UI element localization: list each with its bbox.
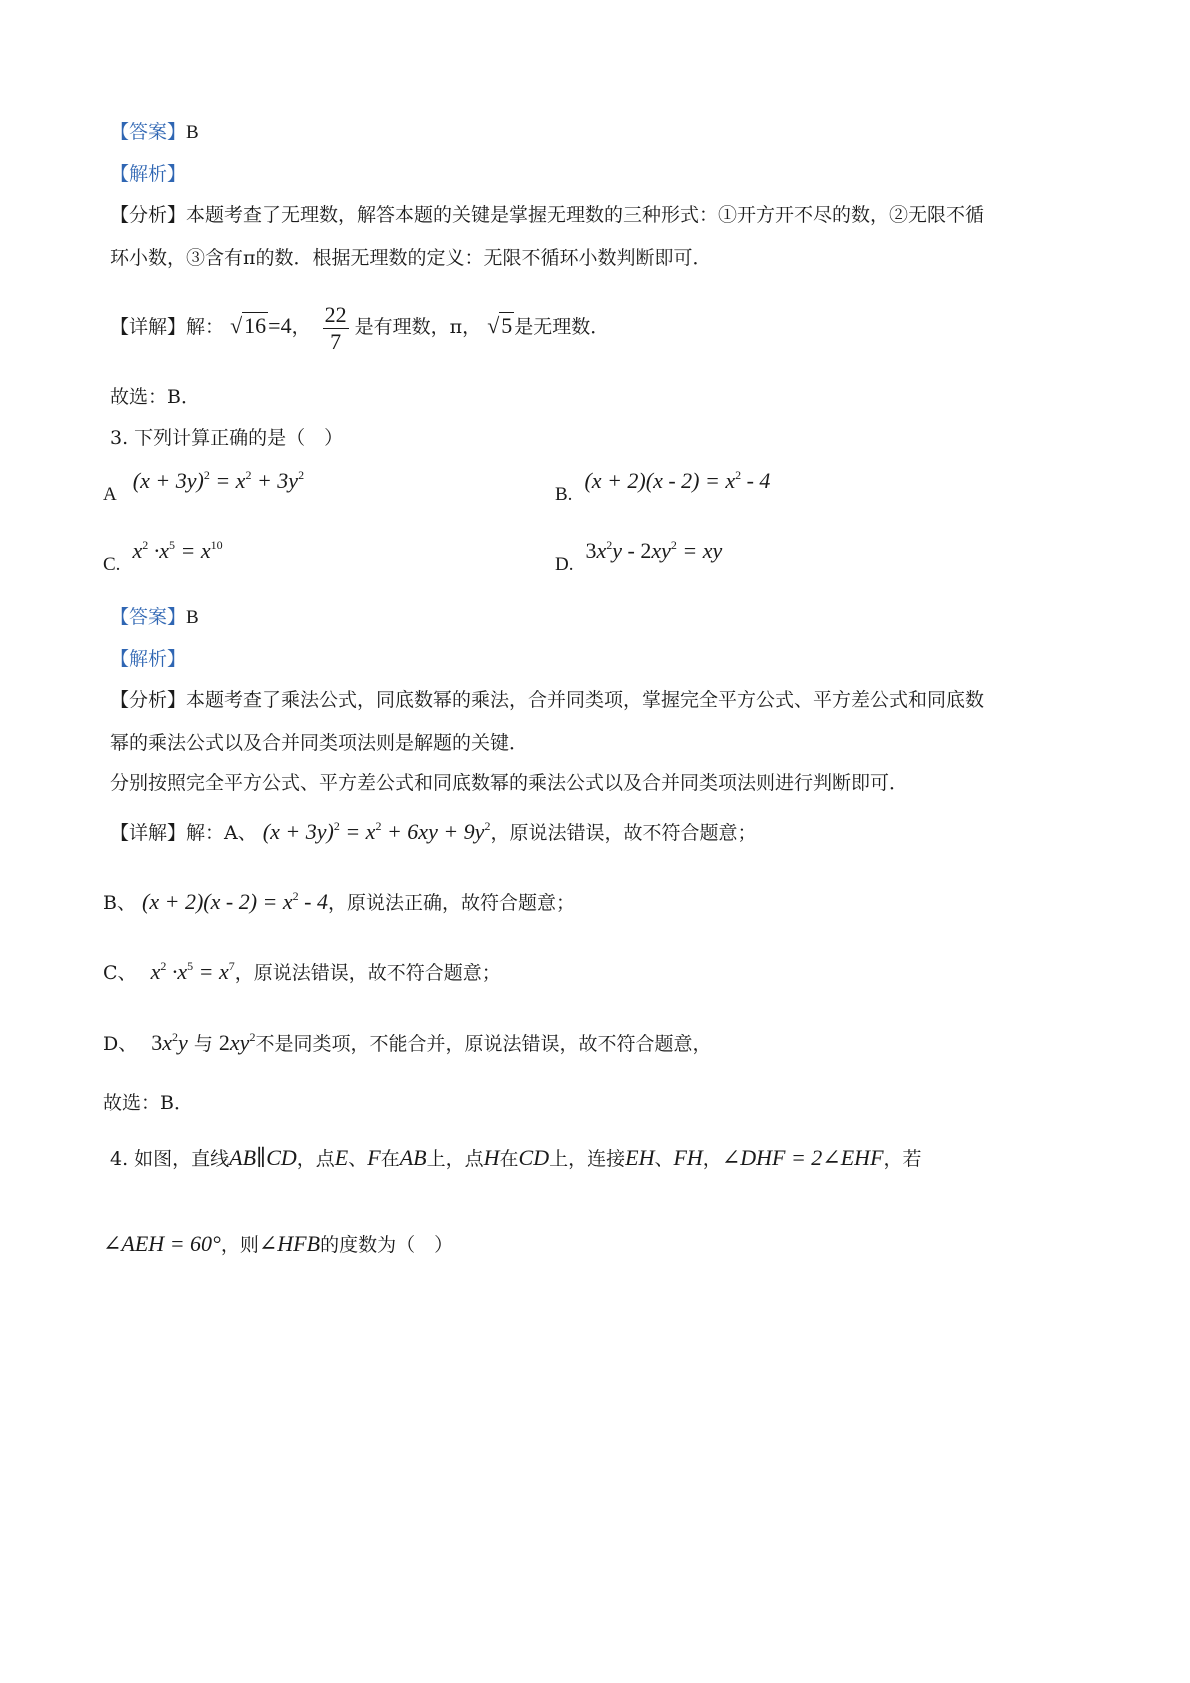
q3-fenxi-line1: 【分析】本题考查了乘法公式，同底数幂的乘法，合并同类项，掌握完全平方公式、平方差公式和同底数 bbox=[110, 689, 985, 711]
q3-option-b: B. $(x + 2)(x - 2) = x^2 - 4$ bbox=[555, 468, 771, 505]
answer-tag: 【答案】 bbox=[110, 121, 187, 143]
q2-fenxi-line2: 环小数，③含有π的数．根据无理数的定义：无限不循环小数判断即可． bbox=[110, 247, 712, 269]
q3-jiexi: 【解析】 bbox=[110, 648, 187, 670]
angle-aeh: ∠AEH = 60° bbox=[103, 1231, 221, 1256]
q3-xiangjie-d: D、 $3x^2y$ 与 $2xy^2$不是同类项，不能合并，原说法错误，故不符合题意， bbox=[103, 1030, 712, 1055]
q4-stem-line1: 4. 如图，直线AB∥CD，点E、F在AB上，点H在CD上，连接EH、FH，∠DHF = 2∠EHF，若 bbox=[110, 1145, 922, 1170]
fenxi-text: 本题考查了无理数，解答本题的关键是掌握无理数的三种形式：①开方开不尽的数，②无限不循 bbox=[186, 204, 985, 226]
expr-c: $x^2 \cdot x^5 = x^7$ bbox=[150, 959, 235, 984]
option-a-expr: $(x + 3y)^2 = x^2 + 3y^2$ bbox=[132, 468, 305, 493]
option-b-expr: $(x + 2)(x - 2) = x^2 - 4$ bbox=[584, 468, 771, 493]
xiangjie-tag: 【详解】 bbox=[110, 316, 187, 338]
q3-option-c: C. $x^2 \cdot x^5 = x^{10}$ bbox=[103, 538, 223, 575]
ab-parallel-cd: AB∥CD bbox=[229, 1145, 297, 1170]
answer-value: B bbox=[186, 122, 199, 143]
option-d-expr: $3x^2y - 2xy^2$ = xy bbox=[585, 538, 723, 563]
q3-option-a: A $(x + 3y)^2 = x^2 + 3y^2$ bbox=[103, 468, 305, 505]
q3-fenxi-line3: 分别按照完全平方公式、平方差公式和同底数幂的乘法公式以及合并同类项法则进行判断即可． bbox=[110, 772, 909, 794]
q4-stem-line2: ∠AEH = 60°，则∠HFB的度数为（ ） bbox=[103, 1231, 454, 1256]
q3-xiangjie-b: B、 $(x + 2)(x - 2) = x^2 - 4$，原说法正确，故符合题意； bbox=[103, 889, 575, 914]
q3-xiangjie-c: C、 $x^2 \cdot x^5 = x^7$，原说法错误，故不符合题意； bbox=[103, 959, 501, 984]
q3-option-d: D. $3x^2y - 2xy^2$ = xy bbox=[555, 538, 723, 575]
option-c-expr: $x^2 \cdot x^5 = x^{10}$ bbox=[132, 538, 223, 563]
q3-fenxi-line2: 幂的乘法公式以及合并同类项法则是解题的关键． bbox=[110, 732, 529, 754]
angle-hfb: ∠HFB bbox=[258, 1231, 321, 1256]
sqrt-5: √5 bbox=[487, 313, 513, 338]
expr-a: $(x + 3y)^2 = x^2 + 6xy + 9y^2$ bbox=[262, 819, 491, 844]
expr-2xy2: $2xy^2$ bbox=[218, 1030, 256, 1055]
answer-tag: 【答案】 bbox=[110, 606, 187, 628]
q3-stem: 3. 下列计算正确的是（ ） bbox=[110, 427, 344, 449]
q3-guxuan: 故选：B． bbox=[103, 1092, 193, 1114]
expr-3x2y: $3x^2y$ bbox=[151, 1030, 188, 1055]
q3-xiangjie-a: 【详解】解：A、 $(x + 3y)^2 = x^2 + 6xy + 9y^2$，原说法错误，故不符合题意； bbox=[110, 819, 757, 844]
answer-value: B bbox=[186, 607, 199, 628]
q3-answer-line bbox=[110, 605, 199, 630]
expr-b: $(x + 2)(x - 2) = x^2 - 4$ bbox=[142, 889, 328, 914]
q2-xiangjie-line: 【详解】解： √16=4， $\frac{22}{7}$ 是有理数，π， √5 是无理数． bbox=[110, 301, 610, 354]
fenxi-tag: 【分析】 bbox=[110, 689, 187, 711]
angle-relation: ∠DHF = 2∠EHF bbox=[721, 1145, 884, 1170]
q2-fenxi-line1 bbox=[110, 203, 984, 227]
sqrt-16: √16 bbox=[230, 313, 267, 338]
fraction-22-7: $\frac{22}{7}$ bbox=[324, 301, 347, 354]
xiangjie-tag: 【详解】 bbox=[110, 822, 187, 844]
fenxi-tag: 【分析】 bbox=[110, 204, 187, 226]
q2-jiexi: 【解析】 bbox=[110, 163, 187, 185]
q2-answer-line bbox=[110, 120, 199, 145]
q2-guxuan: 故选：B． bbox=[110, 386, 200, 408]
